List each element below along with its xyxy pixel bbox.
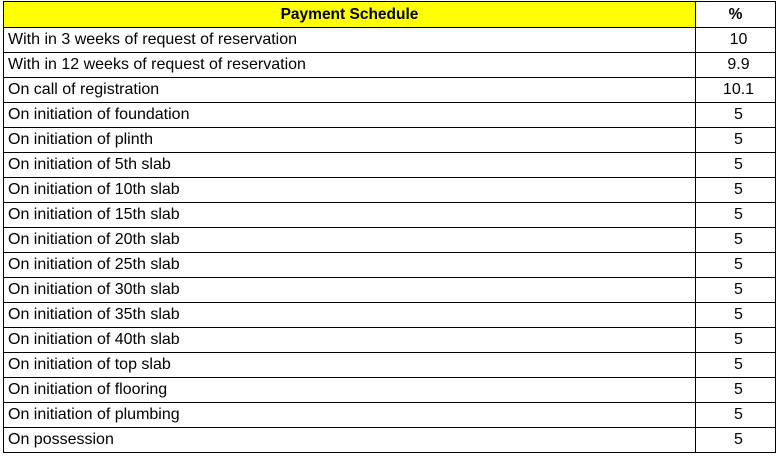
row-label: On initiation of 15th slab (4, 203, 696, 228)
row-label: On initiation of 25th slab (4, 253, 696, 278)
row-label: On initiation of 35th slab (4, 303, 696, 328)
row-label: On initiation of plinth (4, 128, 696, 153)
row-label: With in 12 weeks of request of reservation (4, 53, 696, 78)
row-percent: 5 (696, 203, 776, 228)
table-row (4, 28, 776, 53)
row-label: On initiation of 40th slab (4, 328, 696, 353)
table-row (4, 328, 776, 353)
row-percent: 5 (696, 103, 776, 128)
row-label: On possession (4, 428, 696, 453)
row-percent: 5 (696, 178, 776, 203)
table-row (4, 378, 776, 403)
row-percent: 5 (696, 353, 776, 378)
table-row (4, 228, 776, 253)
row-label: With in 3 weeks of request of reservation (4, 28, 696, 53)
table-row (4, 53, 776, 78)
table-row (4, 153, 776, 178)
row-percent: 5 (696, 153, 776, 178)
table-row (4, 178, 776, 203)
row-label: On initiation of 30th slab (4, 278, 696, 303)
table-row (4, 203, 776, 228)
table-row (4, 428, 776, 453)
row-percent: 5 (696, 403, 776, 428)
header-percent: % (696, 2, 776, 28)
table-row (4, 278, 776, 303)
row-label: On initiation of 10th slab (4, 178, 696, 203)
row-percent: 10.1 (696, 78, 776, 103)
row-percent: 5 (696, 303, 776, 328)
row-percent: 9.9 (696, 53, 776, 78)
row-label: On initiation of foundation (4, 103, 696, 128)
row-label: On initiation of plumbing (4, 403, 696, 428)
table-row (4, 403, 776, 428)
row-percent: 10 (696, 28, 776, 53)
table-row (4, 78, 776, 103)
table-row (4, 128, 776, 153)
header-row (4, 2, 776, 28)
table-row (4, 353, 776, 378)
row-percent: 5 (696, 253, 776, 278)
table-row (4, 253, 776, 278)
row-label: On initiation of top slab (4, 353, 696, 378)
row-percent: 5 (696, 228, 776, 253)
row-label: On initiation of 5th slab (4, 153, 696, 178)
row-percent: 5 (696, 428, 776, 453)
row-label: On call of registration (4, 78, 696, 103)
payment-schedule-table (3, 1, 776, 453)
row-percent: 5 (696, 328, 776, 353)
table-row (4, 103, 776, 128)
row-label: On initiation of 20th slab (4, 228, 696, 253)
row-percent: 5 (696, 128, 776, 153)
row-label: On initiation of flooring (4, 378, 696, 403)
row-percent: 5 (696, 278, 776, 303)
table-row (4, 303, 776, 328)
row-percent: 5 (696, 378, 776, 403)
header-payment-schedule: Payment Schedule (4, 2, 696, 28)
